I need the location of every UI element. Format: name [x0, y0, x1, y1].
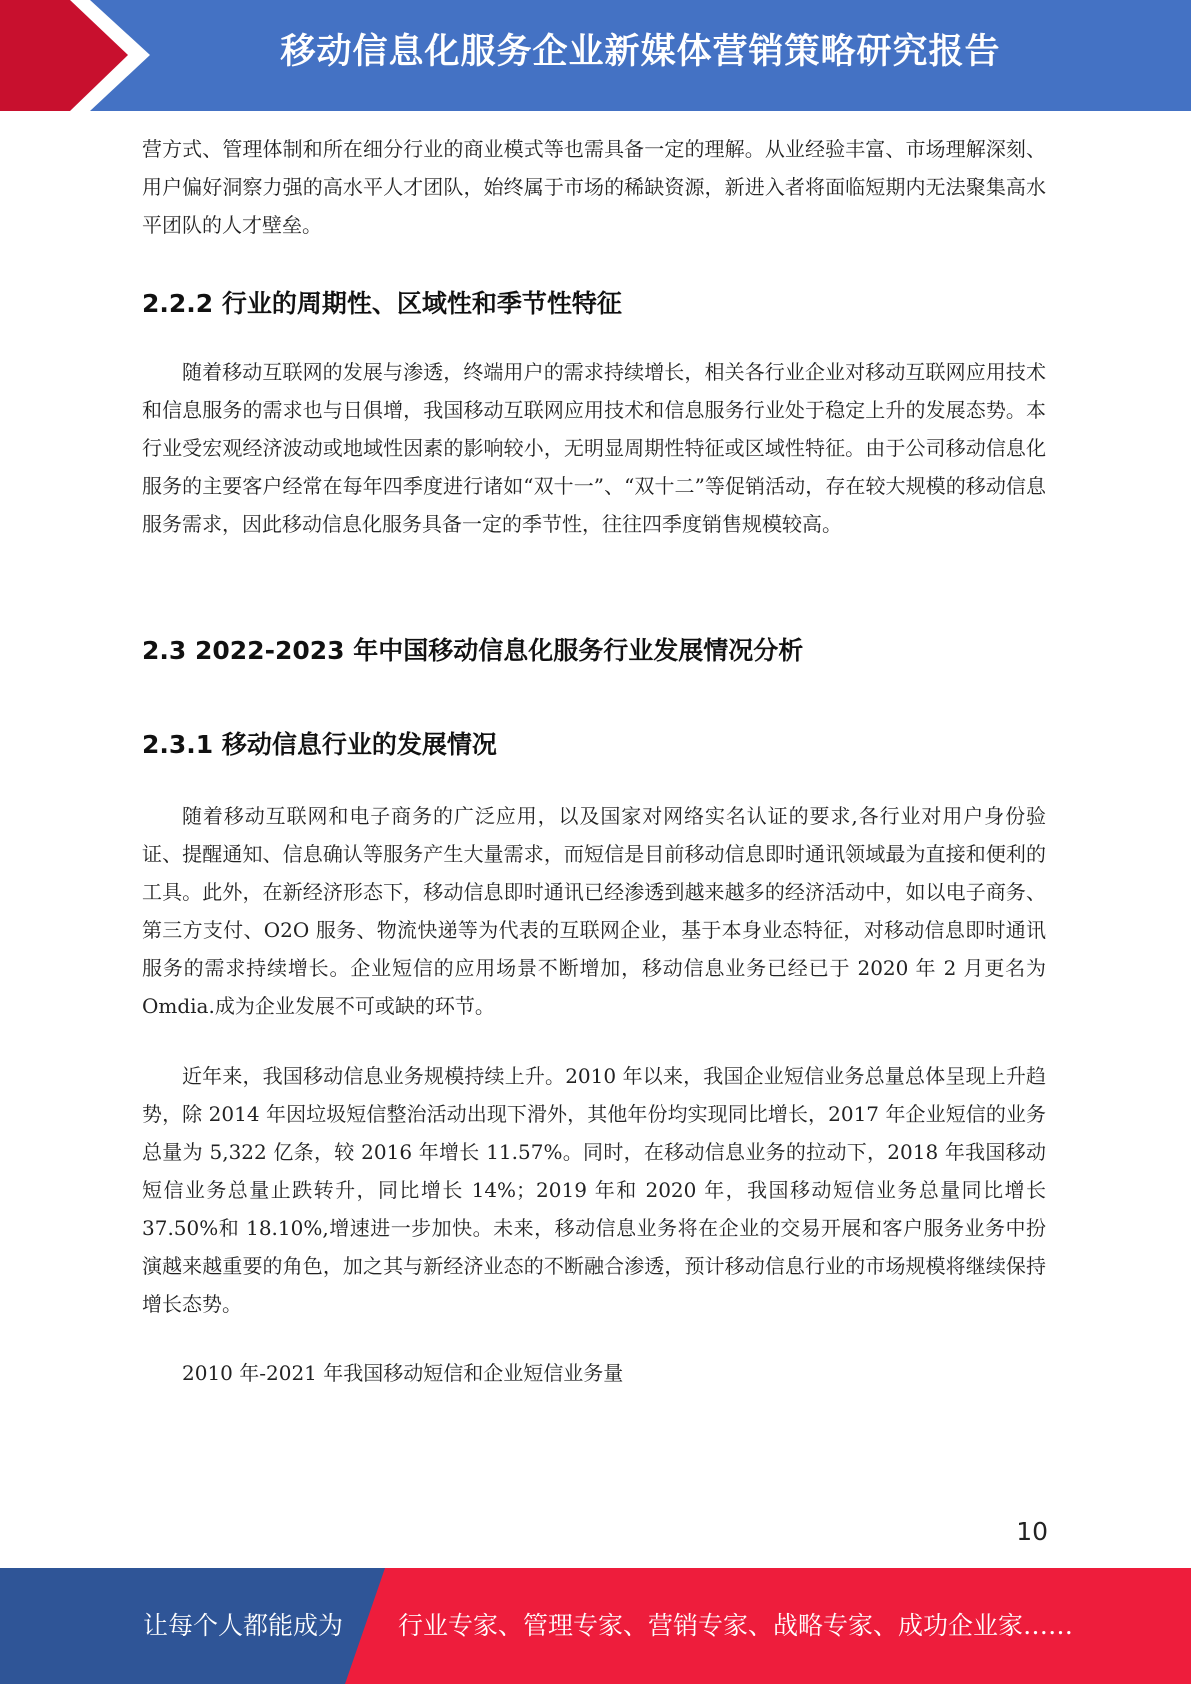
page-footer [0, 1568, 1191, 1684]
page-number: 10 [1016, 1517, 1048, 1546]
paragraph-intro: 营方式、管理体制和所在细分行业的商业模式等也需具备一定的理解。从业经验丰富、市场理解深刻、用户偏好洞察力强的高水平人才团队，始终属于市场的稀缺资源，新进入者将面临短期内无法聚集高水平团队的人才壁垒。 [142, 137, 1046, 237]
section-heading-2-3: 2.3 2022-2023 年中国移动信息化服务行业发展情况分析 [142, 636, 804, 665]
section-heading-2-3-1: 2.3.1 移动信息行业的发展情况 [142, 730, 497, 759]
paragraph-2-3-1-a: 随着移动互联网和电子商务的广泛应用，以及国家对网络实名认证的要求,各行业对用户身份验证、提醒通知、信息确认等服务产生大量需求，而短信是目前移动信息即时通讯领域最为直接和便利的工具。此外，在新经济形态下，移动信息即时通讯已经渗透到越来越多的经济活动中，如以电子商务、第三方支付、O2O 服务、物流快递等为代表的互联网企业，基于本身业态特征，对移动信息即时通讯服务的需求持续增长。企业短信的应用场景不断增加，移动信息业务已经已于 2020 年 2 月更名为 Omdia.成为企业发展不可或缺的环节。 [142, 804, 1046, 1018]
arrow-chevron-icon [0, 0, 160, 111]
paragraph-2-2-2: 随着移动互联网的发展与渗透，终端用户的需求持续增长，相关各行业企业对移动互联网应用技术和信息服务的需求也与日俱增，我国移动互联网应用技术和信息服务行业处于稳定上升的发展态势。本行业受宏观经济波动或地域性因素的影响较小，无明显周期性特征或区域性特征。由于公司移动信息化服务的主要客户经常在每年四季度进行诸如“双十一”、“双十二”等促销活动，存在较大规模的移动信息服务需求，因此移动信息化服务具备一定的季节性，往往四季度销售规模较高。 [142, 360, 1046, 536]
figure-caption: 2010 年-2021 年我国移动短信和企业短信业务量 [182, 1361, 624, 1385]
section-heading-2-2-2: 2.2.2 行业的周期性、区域性和季节性特征 [142, 289, 622, 318]
document-body [142, 130, 1046, 1392]
report-title: 移动信息化服务企业新媒体营销策略研究报告 [280, 32, 1001, 72]
paragraph-2-3-1-b: 近年来，我国移动信息业务规模持续上升。2010 年以来，我国企业短信业务总量总体呈现上升趋势，除 2014 年因垃圾短信整治活动出现下滑外，其他年份均实现同比增长，2017 年企业短信的业务总量为 5,322 亿条，较 2016 年增长 11.57%。同时，在移动信息业务的拉动下，2018 年我国移动短信业务总量止跌转升，同比增长 14%；2019 年和 2020 年，我国移动短信业务总量同比增长 37.50%和 18.10%,增速进一步加快。未来，移动信息业务将在企业的交易开展和客户服务业务中扮演越来越重要的角色，加之其与新经济业态的不断融合渗透，预计移动信息行业的市场规模将继续保持增长态势。 [142, 1064, 1046, 1316]
footer-slogan-right: 行业专家、管理专家、营销专家、战略专家、成功企业家…… [398, 1611, 1074, 1640]
page-header [0, 0, 1191, 111]
footer-slogan-left: 让每个人都能成为 [143, 1611, 344, 1640]
